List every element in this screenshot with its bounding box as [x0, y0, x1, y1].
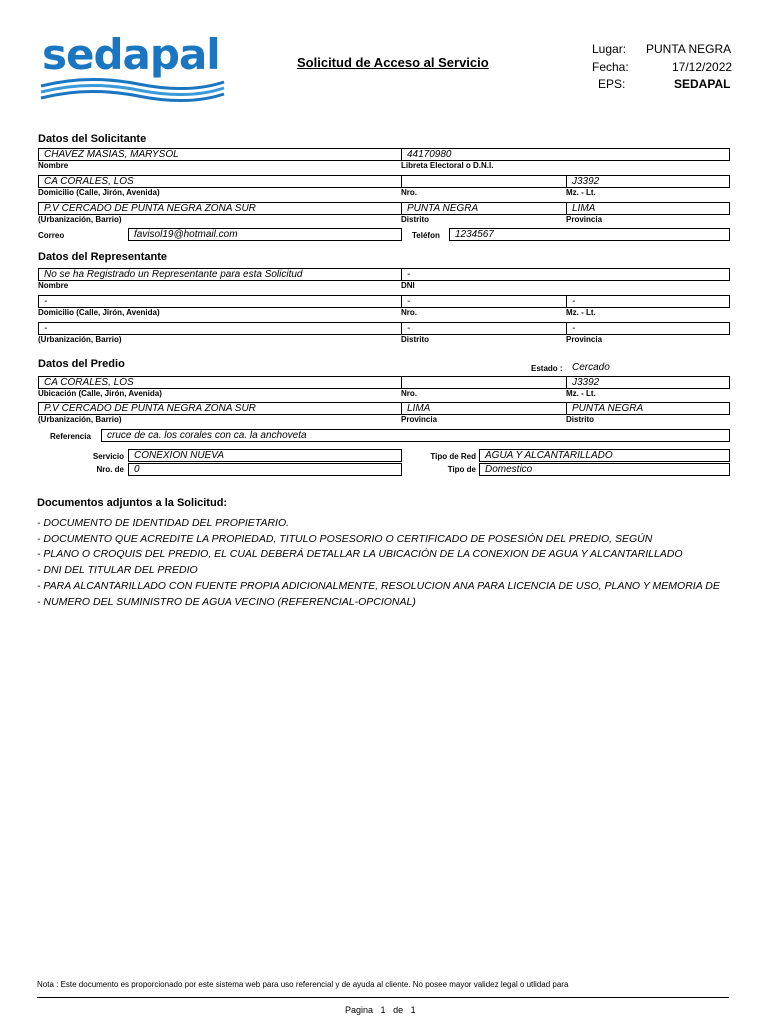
document-item: - DOCUMENTO QUE ACREDITE LA PROPIEDAD, TITULO POSESORIO O CERTIFICADO DE POSESIÓN DEL PREDIO, SEGÚN	[37, 533, 653, 545]
lugar-label: Lugar:	[592, 42, 627, 56]
footer-divider	[37, 997, 729, 998]
predio-mz-label: Mz. - Lt.	[566, 389, 596, 398]
predio-provincia-label: Provincia	[401, 415, 438, 424]
solicitante-telefono-label: Teléfon	[412, 231, 440, 240]
solicitante-domicilio-field: CA CORALES, LOS	[38, 175, 402, 188]
solicitante-nombre-field: CHAVEZ MASIAS, MARYSOL	[38, 148, 402, 161]
predio-referencia-label: Referencia	[50, 432, 91, 441]
representante-distrito-label: Distrito	[401, 335, 429, 344]
predio-urbanizacion-label: (Urbanización, Barrio)	[38, 415, 122, 424]
representante-nro-label: Nro.	[401, 308, 417, 317]
document-item: - PLANO O CROQUIS DEL PREDIO, EL CUAL DEBERÁ DETALLAR LA UBICACIÓN DE LA CONEXION DE AGUA Y ALCANTARILLADO	[37, 548, 683, 560]
fecha-value: 17/12/2022	[672, 60, 733, 74]
solicitante-provincia-label: Provincia	[566, 215, 603, 224]
representante-nombre-field: No se ha Registrado un Representante para esta Solicitud	[38, 268, 402, 281]
solicitante-urbanizacion-label: (Urbanización, Barrio)	[38, 215, 122, 224]
predio-servicio-label: Servicio	[92, 452, 124, 461]
solicitante-dni-label: Libreta Electoral o D.N.I.	[401, 161, 494, 170]
solicitante-nombre-label: Nombre	[38, 161, 69, 170]
document-item: - PARA ALCANTARILLADO CON FUENTE PROPIA ADICIONALMENTE, RESOLUCION ANA PARA LICENCIA DE USO, PLANO Y MEMORIA DE	[37, 580, 720, 592]
predio-tipo-red-field: AGUA Y ALCANTARILLADO	[479, 449, 730, 462]
predio-ubicacion-field: CA CORALES, LOS	[38, 376, 402, 389]
solicitante-urbanizacion-field: P.V CERCADO DE PUNTA NEGRA ZONA SUR	[38, 202, 402, 215]
solicitante-domicilio-label: Domicilio (Calle, Jirón, Avenida)	[38, 188, 160, 197]
solicitante-nro-label: Nro.	[401, 188, 417, 197]
page-total: 1	[410, 1005, 416, 1015]
predio-servicio-field: CONEXION NUEVA	[128, 449, 402, 462]
predio-ubicacion-label: Ubicación (Calle, Jirón, Avenida)	[38, 389, 162, 398]
predio-distrito-field: PUNTA NEGRA	[566, 402, 730, 415]
predio-nro-label: Nro.	[401, 389, 417, 398]
wave-logo-icon	[38, 76, 228, 104]
predio-tipo-de-field: Domestico	[479, 463, 730, 476]
solicitante-mz-label: Mz. - Lt.	[566, 188, 596, 197]
predio-nro-de-field: 0	[128, 463, 402, 476]
representante-domicilio-label: Domicilio (Calle, Jirón, Avenida)	[38, 308, 160, 317]
solicitante-provincia-field: LIMA	[566, 202, 730, 215]
solicitante-distrito-field: PUNTA NEGRA	[401, 202, 567, 215]
page-of: de	[393, 1005, 404, 1015]
predio-urbanizacion-field: P.V CERCADO DE PUNTA NEGRA ZONA SUR	[38, 402, 402, 415]
predio-distrito-label: Distrito	[566, 415, 594, 424]
representante-domicilio-field: -	[38, 295, 402, 308]
document-item: - DOCUMENTO DE IDENTIDAD DEL PROPIETARIO.	[37, 517, 290, 529]
representante-distrito-field: -	[401, 322, 567, 335]
predio-mz-field: J3392	[566, 376, 730, 389]
predio-estado-value: Cercado	[572, 362, 610, 373]
representante-provincia-label: Provincia	[566, 335, 603, 344]
representante-provincia-field: -	[566, 322, 730, 335]
solicitante-correo-field: favisol19@hotmail.com	[128, 228, 402, 241]
representante-section-title: Datos del Representante	[38, 251, 167, 263]
representante-nombre-label: Nombre	[38, 281, 69, 290]
sedapal-logo-text: sedapal	[42, 30, 220, 79]
representante-urbanizacion-label: (Urbanización, Barrio)	[38, 335, 122, 344]
eps-label: EPS:	[598, 77, 626, 91]
page-label: Pagina	[345, 1005, 374, 1015]
predio-nro-field	[401, 376, 567, 389]
solicitante-section-title: Datos del Solicitante	[38, 133, 147, 145]
document-item: - DNI DEL TITULAR DEL PREDIO	[37, 564, 198, 576]
eps-value: SEDAPAL	[674, 77, 731, 91]
fecha-label: Fecha:	[592, 60, 629, 74]
predio-provincia-field: LIMA	[401, 402, 567, 415]
representante-mz-label: Mz. - Lt.	[566, 308, 596, 317]
solicitante-telefono-field: 1234567	[449, 228, 730, 241]
predio-tipo-red-label: Tipo de Red	[430, 452, 476, 461]
predio-section-title: Datos del Predio	[38, 358, 125, 370]
representante-dni-field: -	[401, 268, 730, 281]
predio-estado-label: Estado :	[531, 364, 563, 373]
solicitante-correo-label: Correo	[38, 231, 65, 240]
representante-dni-label: DNI	[401, 281, 415, 290]
document-item: - NUMERO DEL SUMINISTRO DE AGUA VECINO (REFERENCIAL-OPCIONAL)	[37, 596, 416, 608]
representante-mz-field: -	[566, 295, 730, 308]
predio-tipo-de-label: Tipo de	[447, 465, 476, 474]
footer-note: Nota : Este documento es proporcionado por este sistema web para uso referencial y de ayuda al cliente. No posee mayor validez legal o utlidad para	[37, 980, 569, 989]
predio-nro-de-label: Nro. de	[96, 465, 124, 474]
representante-urbanizacion-field: -	[38, 322, 402, 335]
page-current: 1	[380, 1005, 386, 1015]
page-indicator	[345, 1005, 416, 1015]
solicitante-dni-field: 44170980	[401, 148, 730, 161]
solicitante-distrito-label: Distrito	[401, 215, 429, 224]
document-title: Solicitud de Acceso al Servicio	[297, 55, 489, 70]
documentos-section-title: Documentos adjuntos a la Solicitud:	[37, 497, 228, 509]
predio-referencia-field: cruce de ca. los corales con ca. la anchoveta	[101, 429, 730, 442]
representante-nro-field: -	[401, 295, 567, 308]
lugar-value: PUNTA NEGRA	[646, 42, 732, 56]
solicitante-nro-field	[401, 175, 567, 188]
solicitante-mz-field: J3392	[566, 175, 730, 188]
